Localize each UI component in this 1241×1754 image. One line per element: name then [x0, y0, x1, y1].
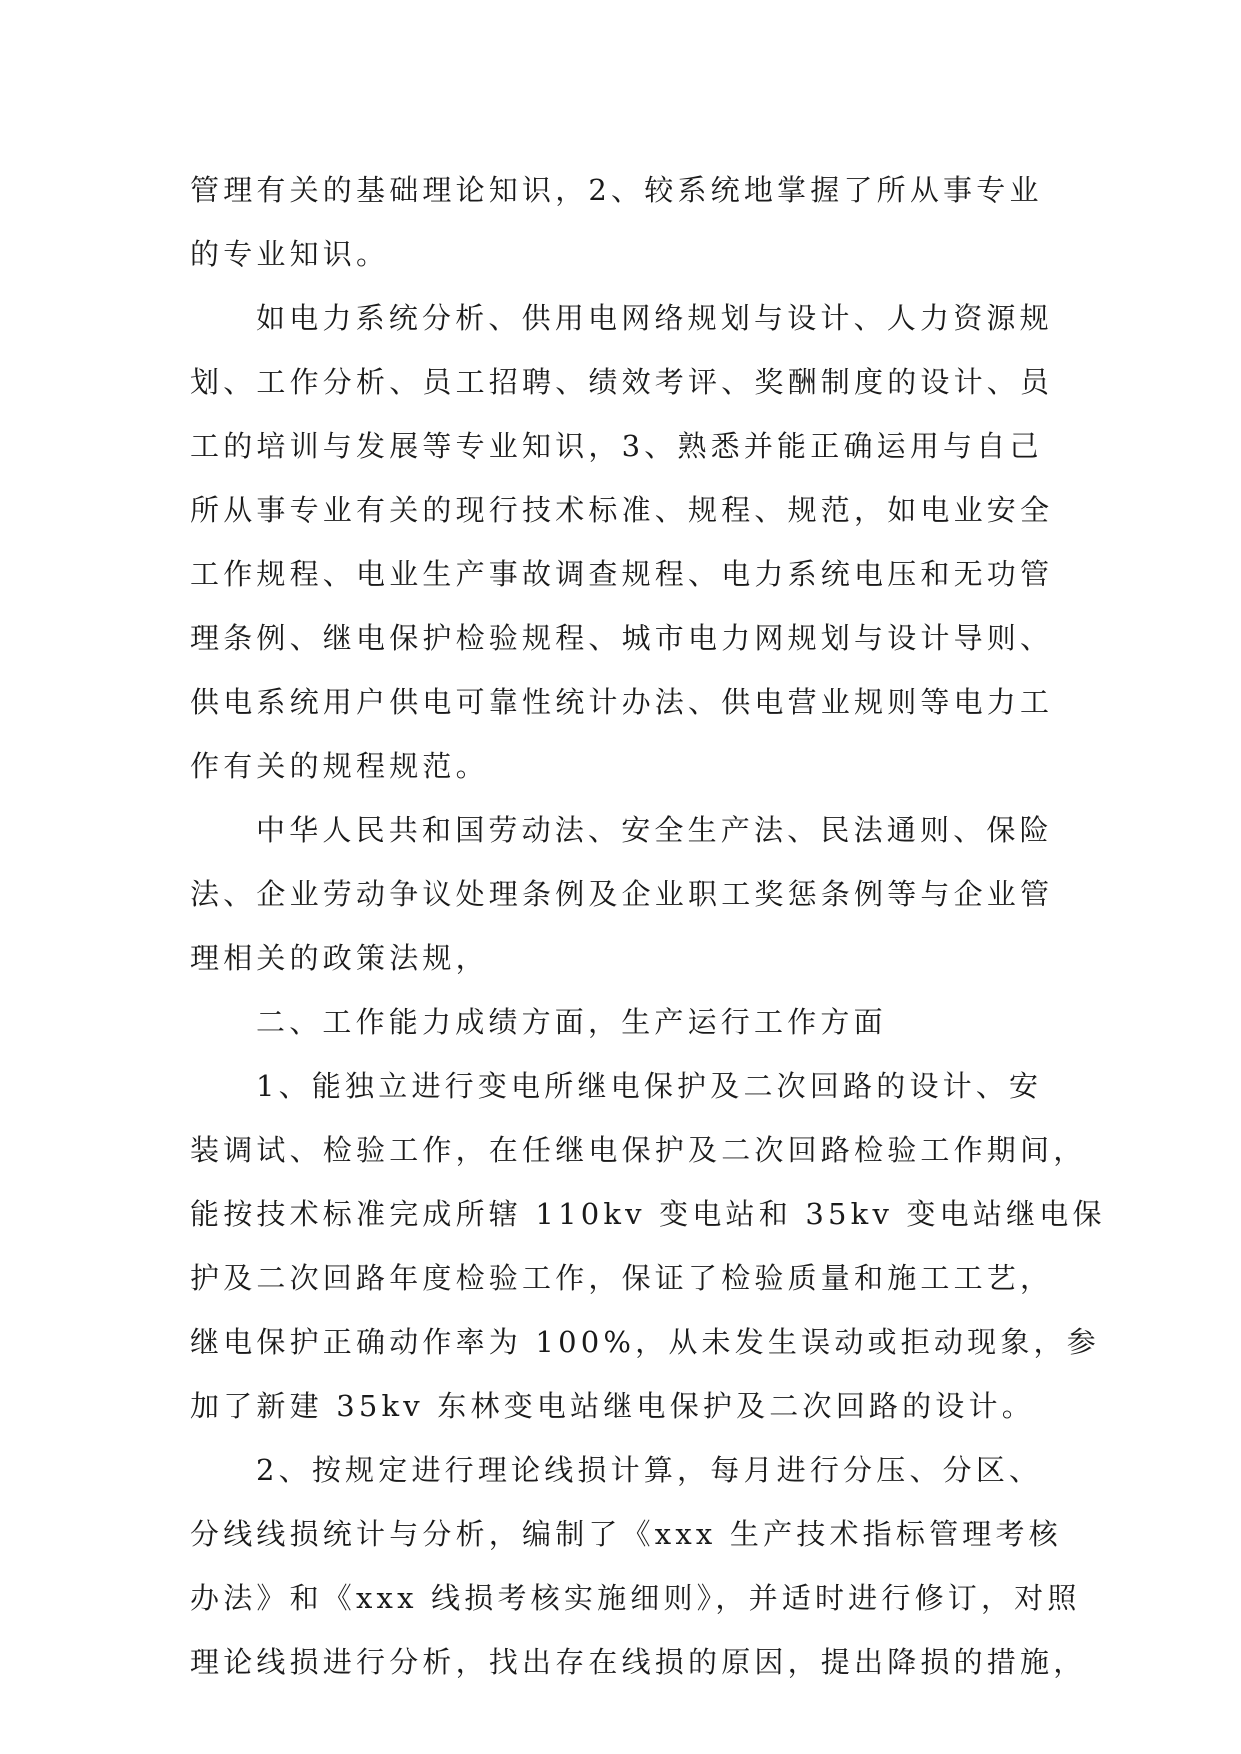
text-line: 护及二次回路年度检验工作，保证了检验质量和施工工艺， [190, 1261, 1054, 1295]
text-line: 办法》和《xxx 线损考核实施细则》，并适时进行修订，对照 [190, 1581, 1081, 1615]
document-body [190, 158, 1106, 1694]
text-line: 能按技术标准完成所辖 110kv 变电站和 35kv 变电站继电保 [190, 1197, 1106, 1231]
text-line: 继电保护正确动作率为 100%，从未发生误动或拒动现象，参 [190, 1325, 1100, 1359]
paragraph-start-line: 2、按规定进行理论线损计算，每月进行分压、分区、 [256, 1453, 1043, 1487]
section-heading: 二、工作能力成绩方面，生产运行工作方面 [256, 1005, 887, 1039]
text-line: 法、企业劳动争议处理条例及企业职工奖惩条例等与企业管 [190, 877, 1054, 911]
text-line: 划、工作分析、员工招聘、绩效考评、奖酬制度的设计、员 [190, 365, 1054, 399]
text-line: 工的培训与发展等专业知识，3、熟悉并能正确运用与自己 [190, 429, 1043, 463]
text-line: 理论线损进行分析，找出存在线损的原因，提出降损的措施， [190, 1645, 1087, 1679]
text-line: 理条例、继电保护检验规程、城市电力网规划与设计导则、 [190, 621, 1054, 655]
text-line: 理相关的政策法规， [190, 941, 489, 975]
text-line: 加了新建 35kv 东林变电站继电保护及二次回路的设计。 [190, 1389, 1035, 1423]
text-line: 供电系统用户供电可靠性统计办法、供电营业规则等电力工 [190, 685, 1054, 719]
paragraph-start-line: 如电力系统分析、供用电网络规划与设计、人力资源规 [256, 301, 1053, 335]
text-line: 管理有关的基础理论知识，2、较系统地掌握了所从事专业 [190, 173, 1043, 207]
text-line: 装调试、检验工作，在任继电保护及二次回路检验工作期间， [190, 1133, 1087, 1167]
text-line: 所从事专业有关的现行技术标准、规程、规范，如电业安全 [190, 493, 1054, 527]
text-line: 工作规程、电业生产事故调查规程、电力系统电压和无功管 [190, 557, 1054, 591]
text-line: 分线线损统计与分析，编制了《xxx 生产技术指标管理考核 [190, 1517, 1062, 1551]
text-line: 的专业知识。 [190, 237, 390, 271]
paragraph-start-line: 中华人民共和国劳动法、安全生产法、民法通则、保险 [256, 813, 1053, 847]
text-line: 作有关的规程规范。 [190, 749, 489, 783]
paragraph-start-line: 1、能独立进行变电所继电保护及二次回路的设计、安 [256, 1069, 1043, 1103]
